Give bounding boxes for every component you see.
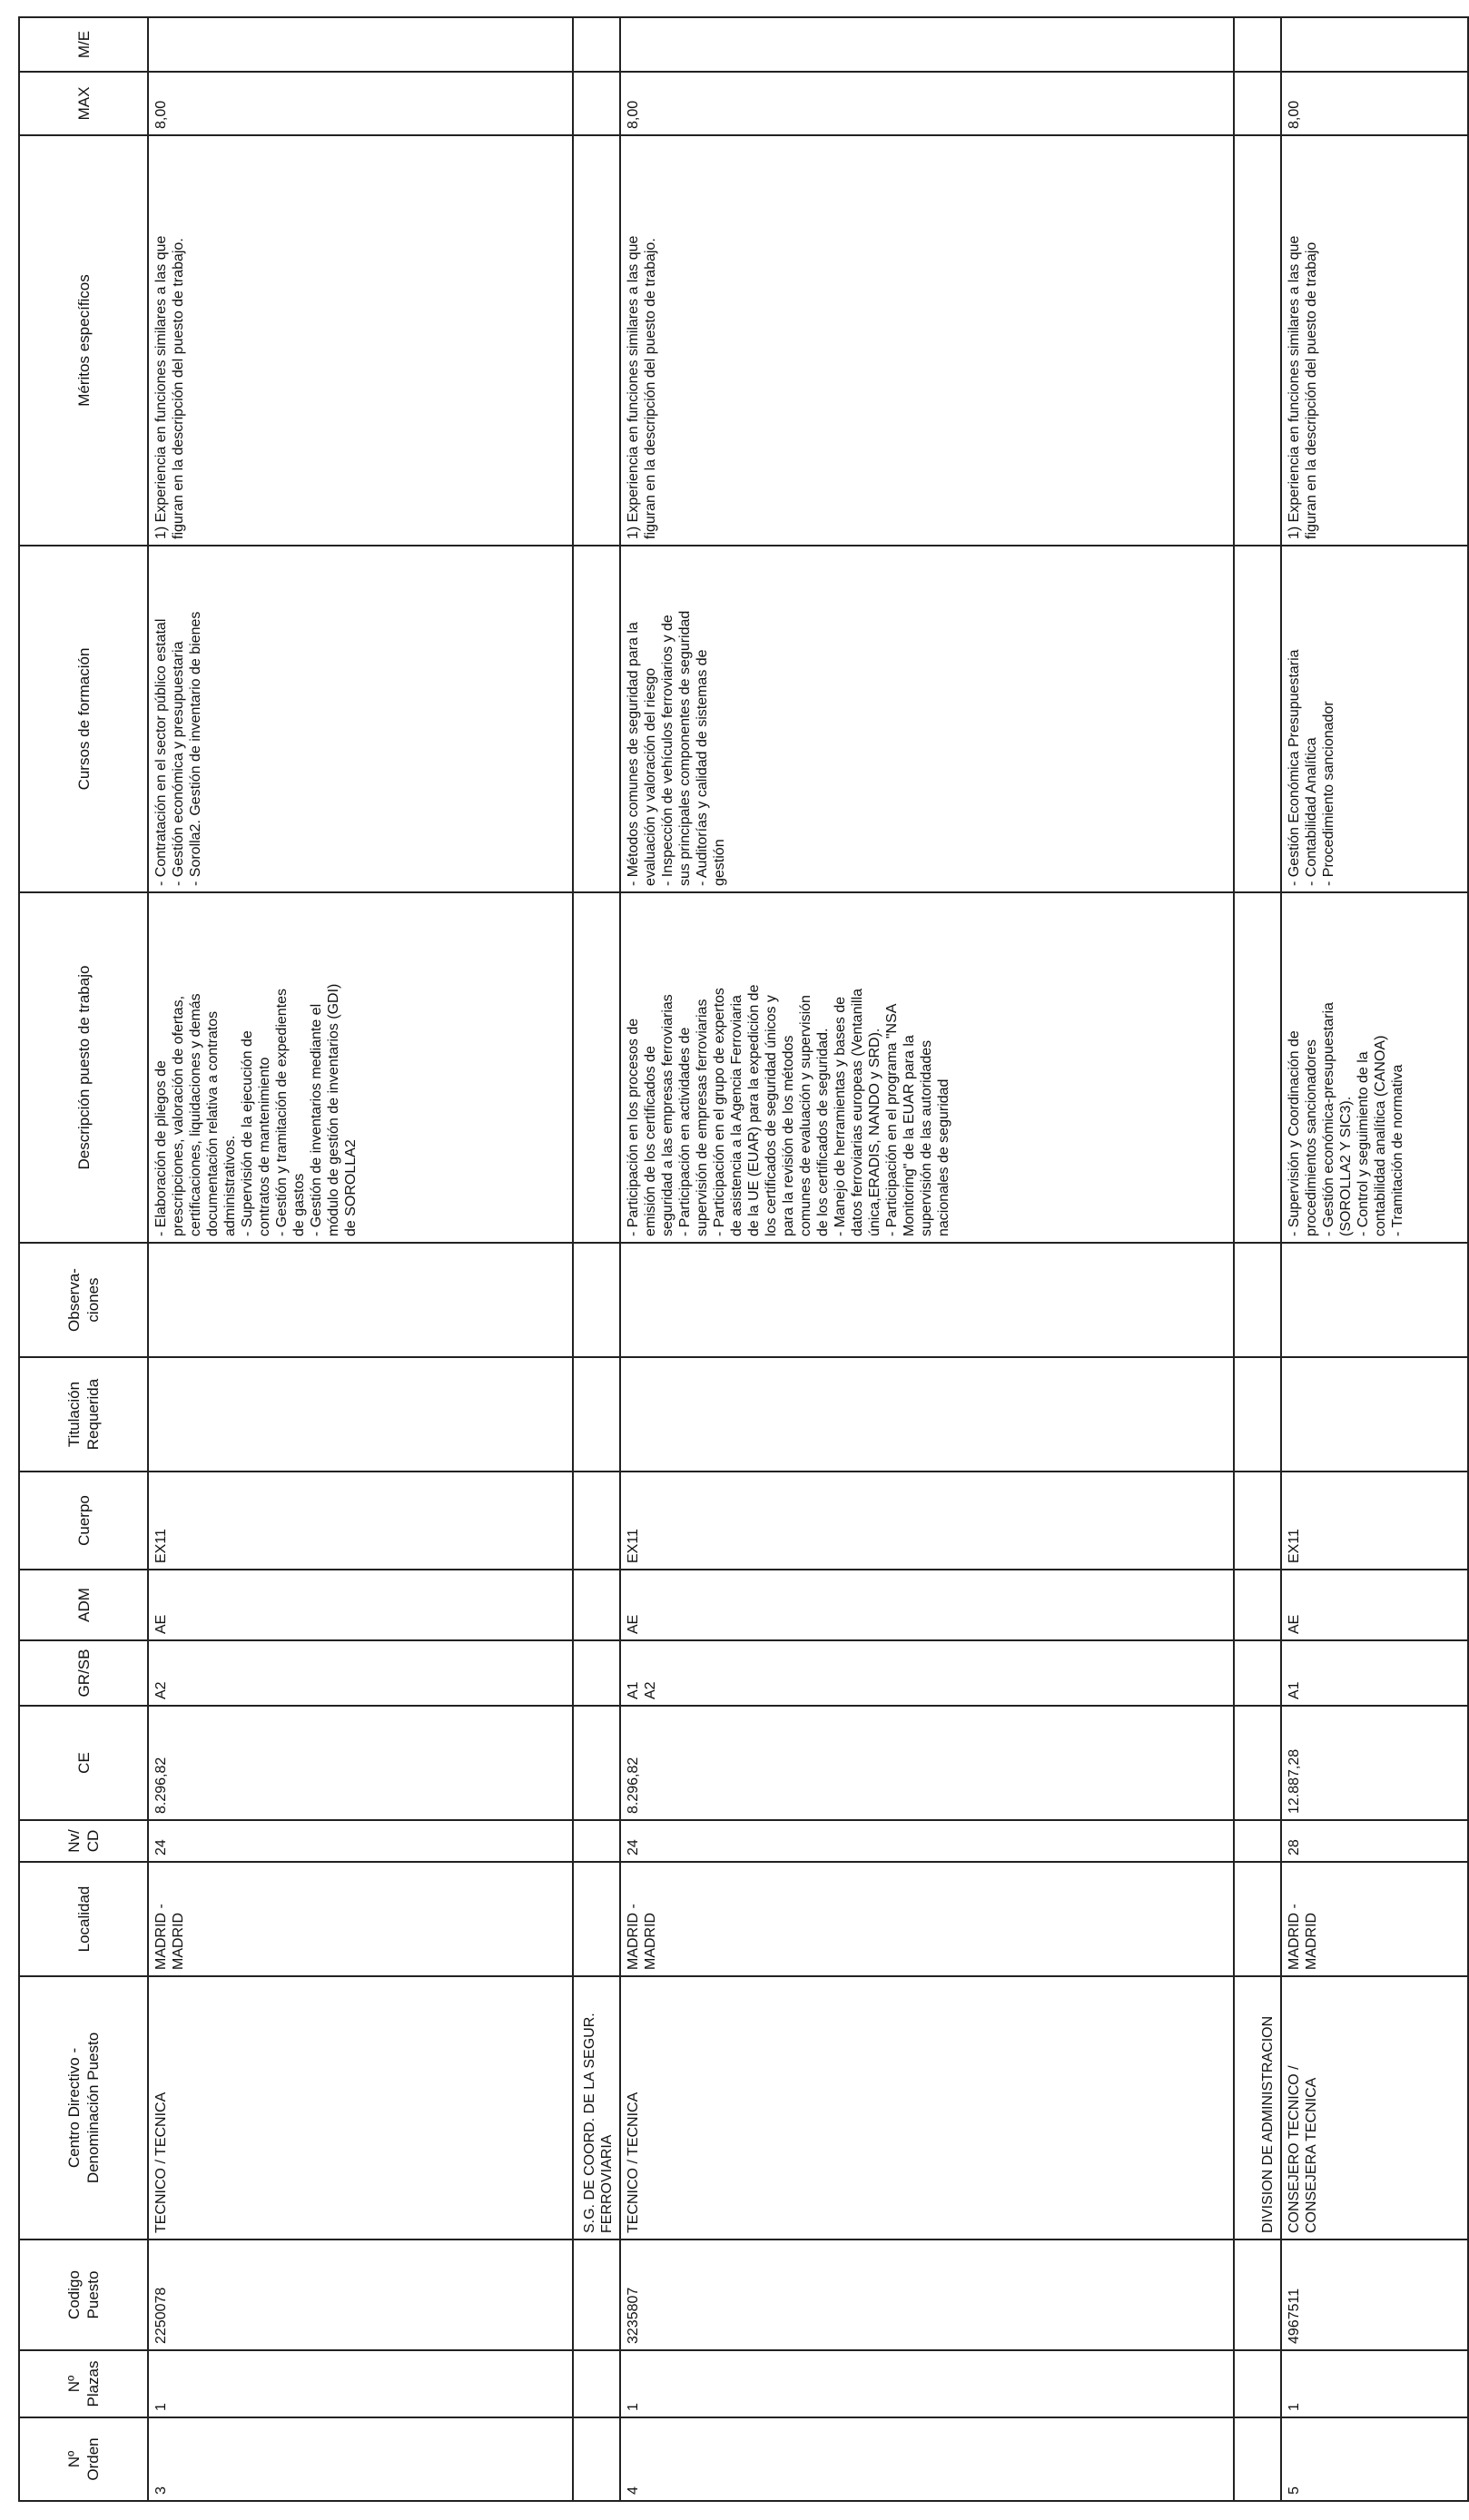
cell-grupo: A1 A2 [620, 1640, 1234, 1706]
section-row-sg-coord [573, 17, 620, 2501]
cell-cuerpo: EX11 [620, 1472, 1234, 1570]
cell-meritos: 1) Experiencia en funciones similares a las que figuran en la descripción del puesto de trabajo. [148, 135, 573, 546]
cell-localidad: MADRID - MADRID [620, 1862, 1234, 1976]
cell-descripcion: - Participación en los procesos de emisión de los certificados de seguridad a las empresas ferroviarias - Participación en actividades de supervisión de empresas ferroviarias - Participación en el grupo de expertos de asistencia a la Agencia Ferroviaria de la UE (EUAR) para la expedición de los certificados de seguridad únicos y para la revisión de los métodos comunes de evaluación y supervisión de los certificados de seguridad. - Manejo de herramientas y bases de datos ferroviarias europeas (Ventanilla única,ERADIS, NANDO y SRD). - Participación en el programa "NSA Monitoring" de la EUAR para la supervisión de las autoridades nacionales de seguridad [620, 892, 1234, 1243]
cell-cursos: - Contratación en el sector público estatal - Gestión económica y presupuestaria - Sorolla2. Gestión de inventario de bienes [148, 546, 573, 892]
cell-orden: 3 [148, 2417, 573, 2501]
table-row [620, 17, 1234, 2501]
header-centro: Centro Directivo - Denominación Puesto [19, 1976, 148, 2239]
header-adm: ADM [19, 1570, 148, 1640]
cell-meritos: 1) Experiencia en funciones similares a las que figuran en la descripción del puesto de trabajo. [620, 135, 1234, 546]
cell-localidad: MADRID - MADRID [1281, 1862, 1468, 1976]
cell-orden: 4 [620, 2417, 1234, 2501]
header-ce: CE [19, 1706, 148, 1820]
cell-plazas: 1 [1281, 2350, 1468, 2417]
table-row [1281, 17, 1468, 2501]
cell-plazas: 1 [148, 2350, 573, 2417]
cell-orden: 5 [1281, 2417, 1468, 2501]
cell-cuerpo: EX11 [148, 1472, 573, 1570]
cell-max: 8,00 [1281, 72, 1468, 135]
header-meritos: Méritos específicos [19, 135, 148, 546]
cell-grupo: A2 [148, 1640, 573, 1706]
cell-grupo: A1 [1281, 1640, 1468, 1706]
cell-adm: AE [148, 1570, 573, 1640]
header-localidad: Localidad [19, 1862, 148, 1976]
cell-max: 8,00 [620, 72, 1234, 135]
header-me: M/E [19, 17, 148, 72]
cell-observaciones [148, 1243, 573, 1357]
cell-ce: 8.296,82 [148, 1706, 573, 1820]
cell-codigo: 4967511 [1281, 2239, 1468, 2350]
rotated-page [18, 18, 1405, 2502]
cell-localidad: MADRID - MADRID [148, 1862, 573, 1976]
cell-titulacion [1281, 1357, 1468, 1472]
cell-nivel: 28 [1281, 1820, 1468, 1862]
cell-me [148, 17, 573, 72]
header-max: MAX [19, 72, 148, 135]
cell-centro: TECNICO / TECNICA [620, 1976, 1234, 2239]
header-plazas: Nº Plazas [19, 2350, 148, 2417]
section-title-division: DIVISION DE ADMINISTRACION [1234, 1976, 1281, 2239]
cell-descripcion: - Elaboración de pliegos de prescripciones, valoración de ofertas, certificaciones, liquidaciones y demás documentación relativa a contratos administrativos. - Supervisión de la ejecución de contratos de mantenimiento - Gestión y tramitación de expedientes de gastos - Gestión de inventarios mediante el módulo de gestión de inventarios (GDI) de SOROLLA2 [148, 892, 573, 1243]
cell-adm: AE [1281, 1570, 1468, 1640]
cell-descripcion: - Supervisión y Coordinación de procedimientos sancionadores - Gestión económica-presupuestaria (SOROLLA2 Y SIC3). - Control y seguimiento de la contabilidad analítica (CANOA) - Tramitación de normativa [1281, 892, 1468, 1243]
section-title-sg-coord: S.G. DE COORD. DE LA SEGUR. FERROVIARIA [573, 1976, 620, 2239]
header-cursos: Cursos de formación [19, 546, 148, 892]
header-grupo: GR/SB [19, 1640, 148, 1706]
cell-nivel: 24 [620, 1820, 1234, 1862]
header-cuerpo: Cuerpo [19, 1472, 148, 1570]
header-codigo: Codigo Puesto [19, 2239, 148, 2350]
cell-centro: TECNICO / TECNICA [148, 1976, 573, 2239]
cell-cursos: - Gestión Económica Presupuestaria - Contabilidad Analítica - Procedimiento sancionador [1281, 546, 1468, 892]
cell-observaciones [620, 1243, 1234, 1357]
cell-ce: 12.887,28 [1281, 1706, 1468, 1820]
cell-meritos: 1) Experiencia en funciones similares a las que figuran en la descripción del puesto de trabajo [1281, 135, 1468, 546]
cell-max: 8,00 [148, 72, 573, 135]
cell-adm: AE [620, 1570, 1234, 1640]
cell-ce: 8.296,82 [620, 1706, 1234, 1820]
cell-codigo: 2250078 [148, 2239, 573, 2350]
cell-centro: CONSEJERO TECNICO / CONSEJERA TECNICA [1281, 1976, 1468, 2239]
cell-titulacion [620, 1357, 1234, 1472]
cell-nivel: 24 [148, 1820, 573, 1862]
header-row [19, 17, 148, 2501]
header-orden: Nº Orden [19, 2417, 148, 2501]
header-nivel: Nv/ CD [19, 1820, 148, 1862]
table-row [148, 17, 573, 2501]
header-descripcion: Descripción puesto de trabajo [19, 892, 148, 1243]
section-row-division [1234, 17, 1281, 2501]
cell-plazas: 1 [620, 2350, 1234, 2417]
cell-cuerpo: EX11 [1281, 1472, 1468, 1570]
header-observaciones: Observa- ciones [19, 1243, 148, 1357]
cell-titulacion [148, 1357, 573, 1472]
cell-me [1281, 17, 1468, 72]
header-titulacion: Titulación Requerida [19, 1357, 148, 1472]
cell-me [620, 17, 1234, 72]
positions-table [18, 16, 1469, 2502]
cell-codigo: 3235807 [620, 2239, 1234, 2350]
cell-observaciones [1281, 1243, 1468, 1357]
cell-cursos: - Métodos comunes de seguridad para la evaluación y valoración del riesgo - Inspección de vehículos ferroviarios y de sus principales componentes de seguridad - Auditorías y calidad de sistemas de gestión [620, 546, 1234, 892]
